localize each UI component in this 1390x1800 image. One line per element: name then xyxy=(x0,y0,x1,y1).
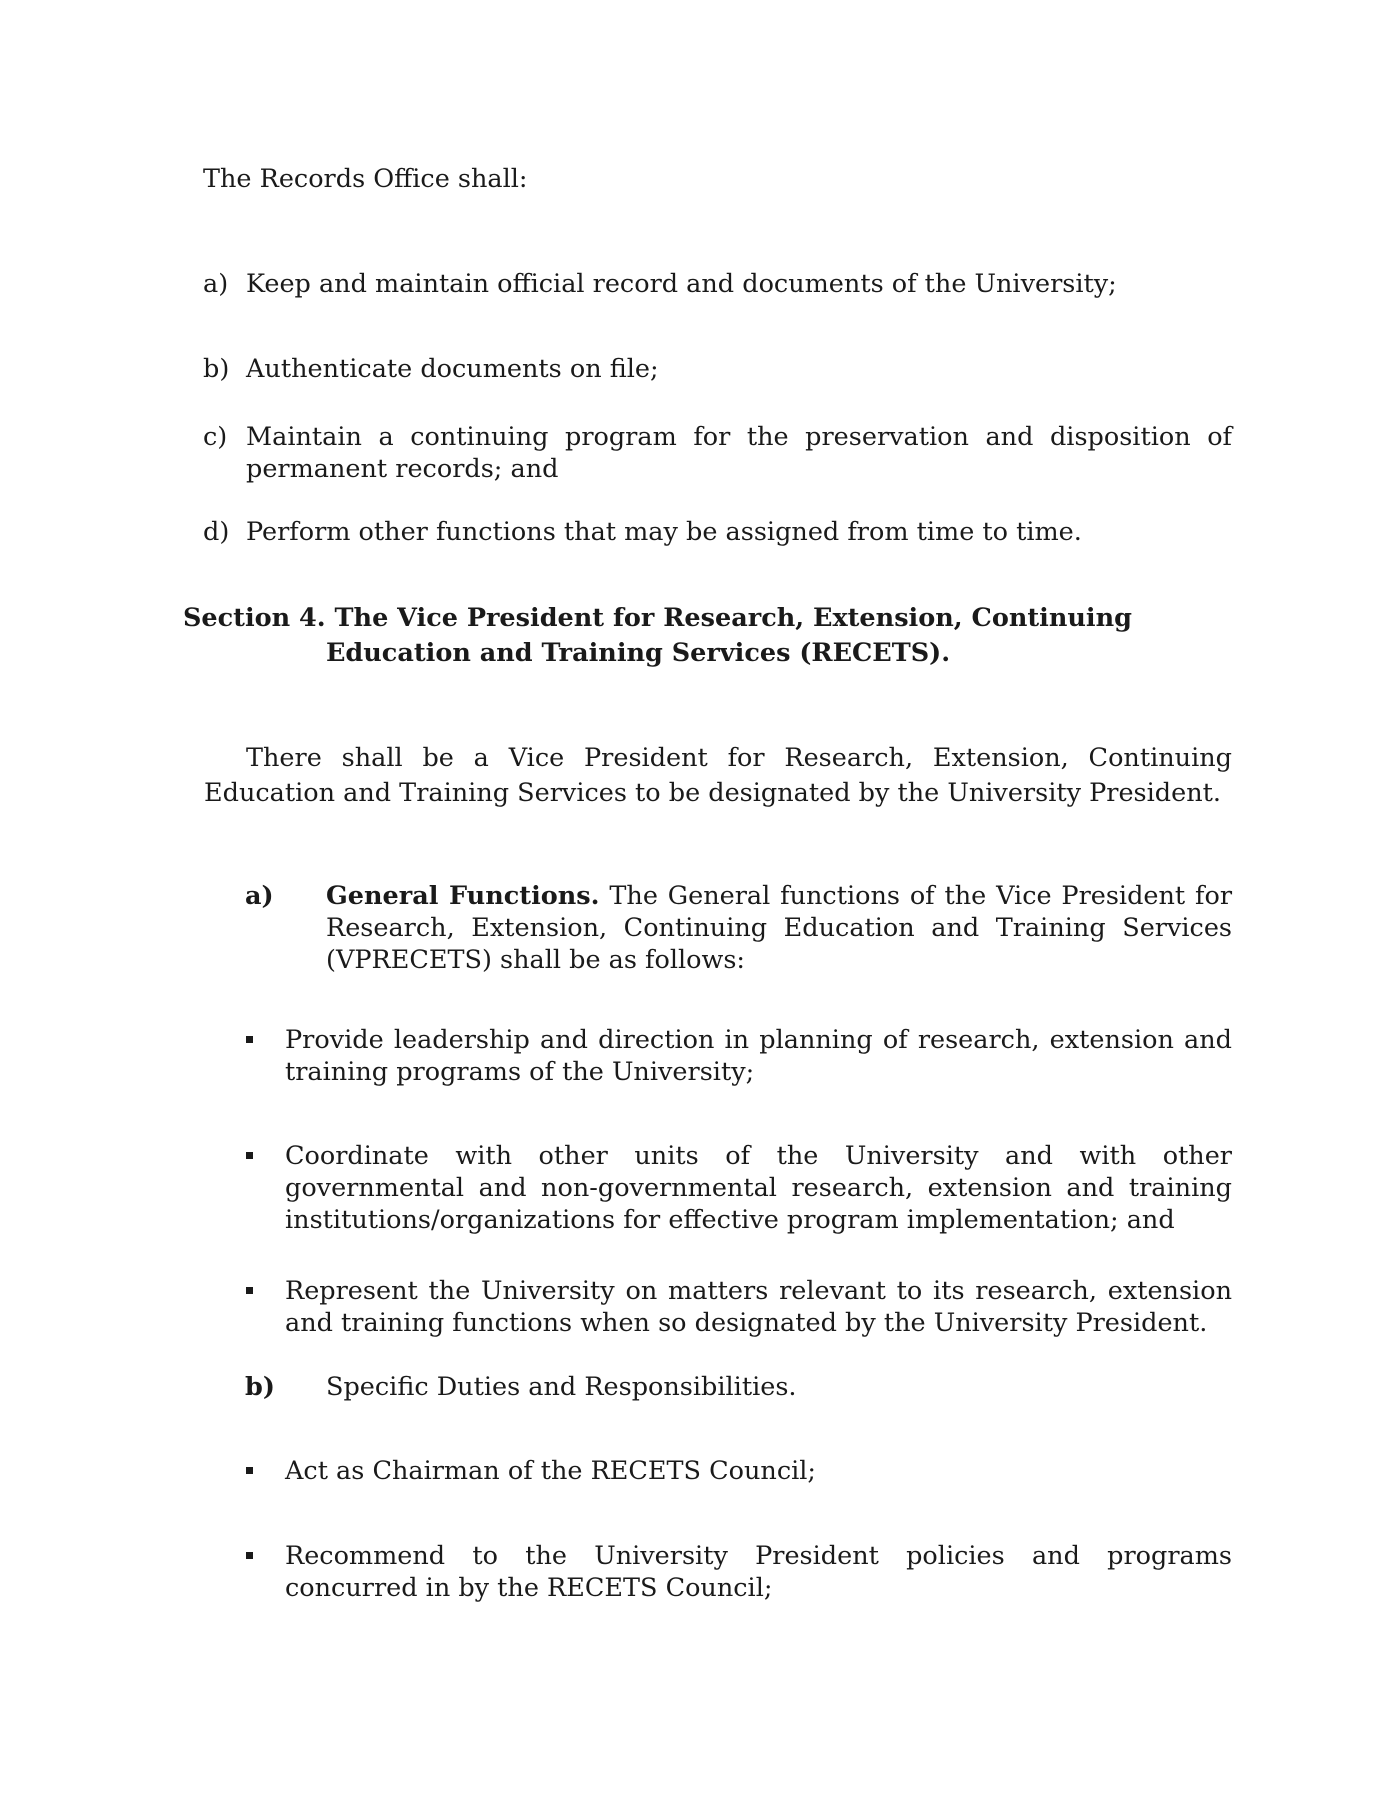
general-functions-paragraph xyxy=(326,880,1232,976)
general-functions-marker: a) xyxy=(245,881,274,911)
records-item-marker-c: c) xyxy=(203,422,228,452)
section-4-heading-line-2: Education and Training Services (RECETS). xyxy=(326,638,951,668)
general-bullet-1: Provide leadership and direction in planning of research, extension and training programs of the University; xyxy=(285,1025,1232,1087)
records-item-d: Perform other functions that may be assigned from time to time. xyxy=(246,517,1082,547)
bullet-square-icon xyxy=(246,1467,253,1474)
records-office-intro: The Records Office shall: xyxy=(203,164,528,194)
bullet-square-icon xyxy=(246,1287,253,1294)
bullet-square-icon xyxy=(246,1552,253,1559)
bullet-square-icon xyxy=(246,1152,253,1159)
records-item-marker-b: b) xyxy=(203,354,230,384)
specific-bullet-2: Recommend to the University President policies and programs concurred in by the RECETS Council; xyxy=(285,1541,1232,1603)
specific-duties-title: Specific Duties and Responsibilities. xyxy=(326,1372,797,1402)
general-functions-title: General Functions. xyxy=(326,881,600,911)
records-item-marker-a: a) xyxy=(203,269,229,299)
general-bullet-3: Represent the University on matters relevant to its research, extension and training functions when so designated by the University President. xyxy=(285,1276,1232,1338)
records-item-b: Authenticate documents on file; xyxy=(246,354,659,384)
bullet-square-icon xyxy=(246,1036,253,1043)
specific-bullet-1: Act as Chairman of the RECETS Council; xyxy=(285,1456,817,1486)
records-item-c: Maintain a continuing program for the preservation and disposition of permanent records; and xyxy=(246,422,1232,484)
general-bullet-2: Coordinate with other units of the University and with other governmental and non-governmental research, extension and training institutions/organizations for effective program implementation; and xyxy=(285,1141,1232,1235)
records-item-marker-d: d) xyxy=(203,517,230,547)
section-4-paragraph: There shall be a Vice President for Research, Extension, Continuing Education and Training Services to be designated by the University President. xyxy=(204,743,1232,808)
specific-duties-marker: b) xyxy=(245,1372,275,1402)
general-functions-text: The General functions of the Vice President for Research, Extension, Continuing Education and Training Services (VPRECETS) shall be as follows: xyxy=(326,881,1233,975)
section-4-heading-line-1: Section 4. The Vice President for Research, Extension, Continuing xyxy=(183,603,1132,633)
records-item-a: Keep and maintain official record and documents of the University; xyxy=(246,269,1117,299)
